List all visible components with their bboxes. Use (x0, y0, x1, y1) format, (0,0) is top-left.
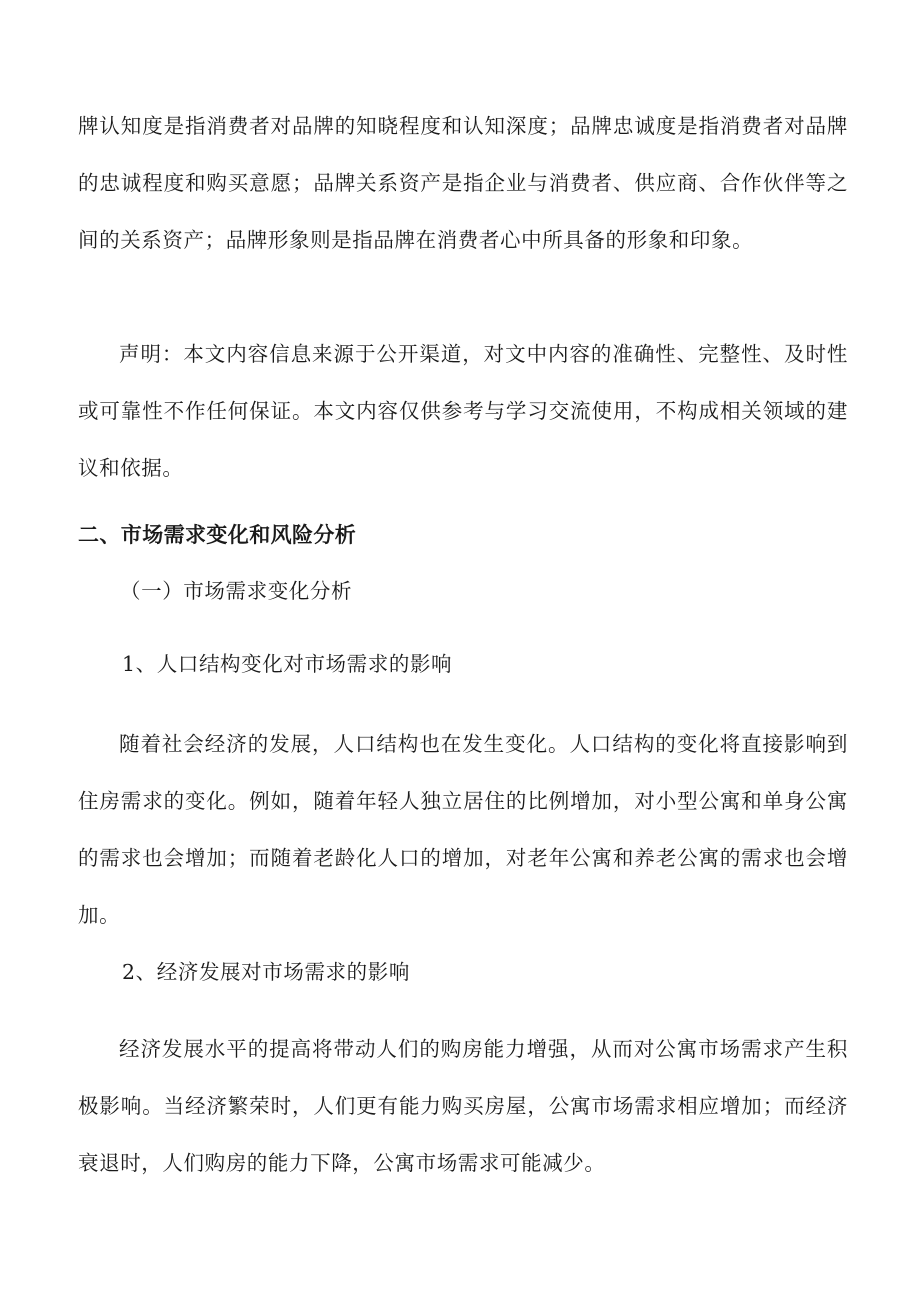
paragraph-item1-body: 随着社会经济的发展，人口结构也在发生变化。人口结构的变化将直接影响到住房需求的变化。例如，随着年轻人独立居住的比例增加，对小型公寓和单身公寓的需求也会增加；而随着老龄化人口的增加，对老年公寓和养老公寓的需求也会增加。 (78, 732, 848, 927)
subsection-heading: （一）市场需求变化分析 (120, 579, 353, 603)
paragraph-brand-continued: 牌认知度是指消费者对品牌的知晓程度和认知深度；品牌忠诚度是指消费者对品牌的忠诚程度和购买意愿；品牌关系资产是指企业与消费者、供应商、合作伙伴等之间的关系资产；品牌形象则是指品牌在消费者心中所具备的形象和印象。 (78, 114, 848, 252)
item1-heading: 1、人口结构变化对市场需求的影响 (122, 652, 453, 676)
item2-heading: 2、经济发展对市场需求的影响 (122, 960, 410, 984)
paragraph-item2-body: 经济发展水平的提高将带动人们的购房能力增强，从而对公寓市场需求产生积极影响。当经济繁荣时，人们更有能力购买房屋，公寓市场需求相应增加；而经济衰退时，人们购房的能力下降，公寓市场需求可能减少。 (78, 1037, 848, 1175)
paragraph-disclaimer: 声明：本文内容信息来源于公开渠道，对文中内容的准确性、完整性、及时性或可靠性不作任何保证。本文内容仅供参考与学习交流使用，不构成相关领域的建议和依据。 (78, 342, 848, 480)
section-heading: 二、市场需求变化和风险分析 (78, 523, 357, 547)
